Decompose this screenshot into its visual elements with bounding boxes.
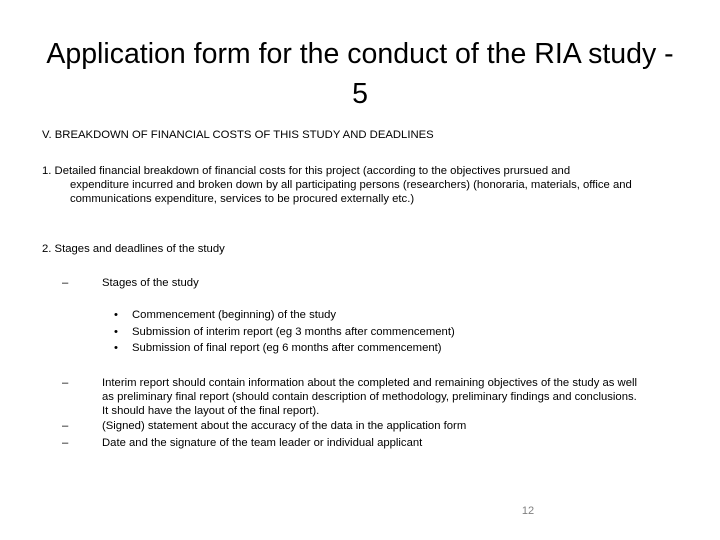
stages-label: Stages of the study — [102, 277, 199, 289]
dash-item-interim — [62, 376, 642, 418]
page-number: 12 — [521, 505, 535, 517]
dash-item-signed — [62, 419, 642, 433]
dash-marker: – — [62, 437, 69, 449]
bullet-marker: • — [114, 342, 118, 354]
section-heading: V. BREAKDOWN OF FINANCIAL COSTS OF THIS STUDY AND DEADLINES — [42, 129, 434, 141]
item-1 — [42, 164, 667, 206]
dash-marker: – — [62, 377, 69, 389]
list-item — [114, 308, 455, 325]
date-signature: Date and the signature of the team leader or individual applicant — [102, 437, 423, 449]
slide-title: Application form for the conduct of the RIA study - 5 — [46, 38, 674, 110]
dash-marker: – — [62, 277, 69, 289]
list-item — [114, 341, 455, 358]
list-item — [114, 325, 455, 342]
dash-item-stages — [62, 276, 642, 290]
interim-note: Interim report should contain information about the completed and remaining objectives of the study as well as preliminary final report (should contain description of methodology, preliminary findings and conclusions. It should have the layout of the final report). — [102, 377, 638, 417]
bullet-marker: • — [114, 309, 118, 321]
dash-item-date — [62, 436, 642, 450]
item-1-continuation: expenditure incurred and broken down by all participating persons (researchers) (honoraria, materials, office and communications expenditure, services to be procured externally etc.) — [70, 179, 632, 205]
dash-marker: – — [62, 420, 69, 432]
stage-text: Submission of final report (eg 6 months after commencement) — [132, 342, 442, 354]
stage-text: Submission of interim report (eg 3 months after commencement) — [132, 325, 455, 338]
signed-statement: (Signed) statement about the accuracy of the data in the application form — [102, 420, 467, 432]
item-2-heading: 2. Stages and deadlines of the study — [42, 243, 225, 255]
bullet-marker: • — [114, 325, 118, 338]
item-1-first-line: 1. Detailed financial breakdown of financial costs for this project (according to the objectives prursued and — [42, 165, 571, 177]
stage-text: Commencement (beginning) of the study — [132, 309, 337, 321]
stages-list — [114, 308, 455, 358]
